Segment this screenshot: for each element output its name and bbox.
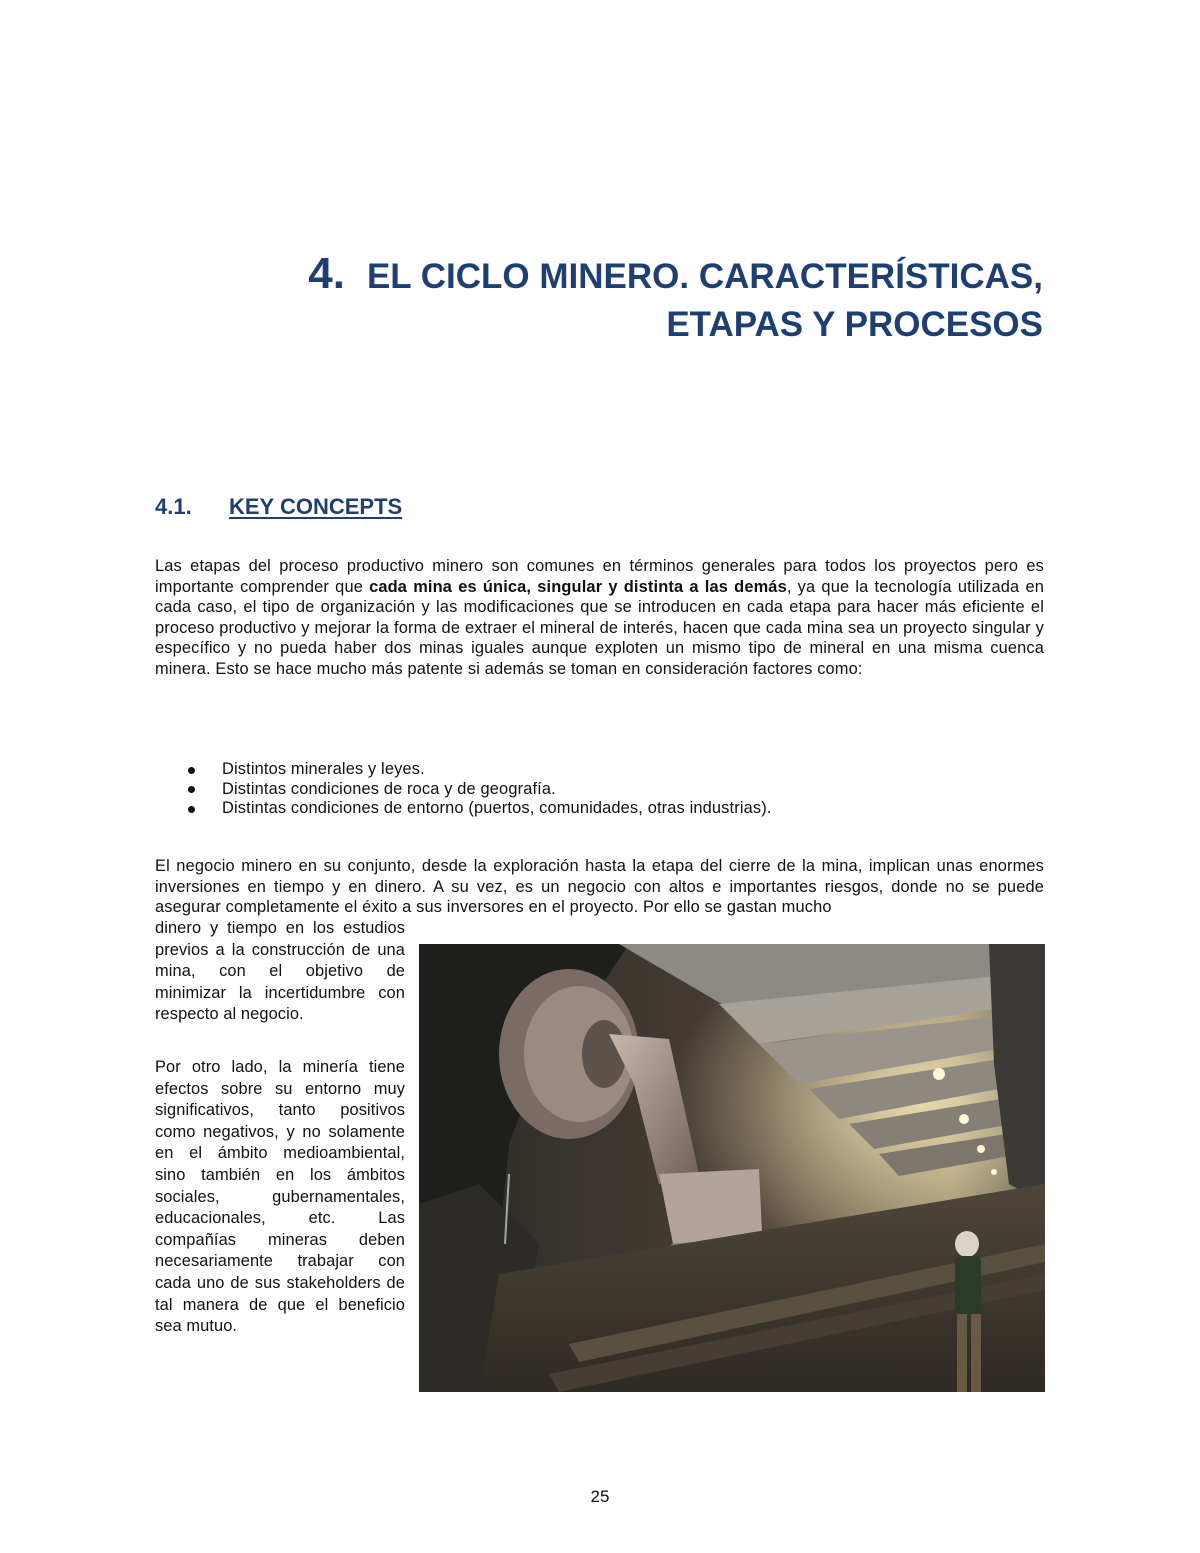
paragraph-intro-start: Las etapas del proceso productivo minero son comunes en términos generales para todos los proyectos pero es importante comprender que: [155, 557, 1044, 596]
bullet-icon: [188, 806, 195, 813]
paragraph-business: El negocio minero en su conjunto, desde la exploración hasta la etapa del cierre de la mina, implican unas enormes inversiones en tiempo y en dinero. A su vez, es un negocio con altos e importantes riesgos, donde no se puede asegurar completamente el éxito a sus inversores en el proyecto. Por ello se gastan mucho: [155, 857, 1044, 917]
page-number: 25: [590, 1487, 610, 1506]
chapter-title-line-1: [150, 248, 1043, 303]
mining-machine-photo: [419, 944, 1045, 1392]
chapter-number: 4.: [308, 249, 345, 298]
list-item-text: Distintas condiciones de entorno (puertos, comunidades, otras industrias).: [222, 799, 772, 817]
section-number: 4.1.: [155, 494, 192, 519]
bullet-icon: [188, 786, 195, 793]
list-item: [155, 760, 1044, 780]
chapter-title-line-2: ETAPAS Y PROCESOS: [666, 305, 1043, 344]
bullet-icon: [188, 767, 195, 774]
chapter-title-text-1: EL CICLO MINERO. CARACTERÍSTICAS,: [366, 257, 1043, 296]
list-item: [155, 799, 1044, 819]
list-item-text: Distintos minerales y leyes.: [222, 760, 425, 778]
section-heading: [155, 494, 402, 520]
paragraph-business-continued: dinero y tiempo en los estudios previos a la construcción de una mina, con el objetivo de minimizar la incertidumbre con respecto al negocio.: [155, 919, 405, 1024]
paragraph-intro-end: , ya que la tecnología utilizada en cada caso, el tipo de organización y las modificaciones que se introducen en cada etapa para hacer más eficiente el proceso productivo y mejorar la forma de extraer el mineral de interés, hacen que cada mina sea un proyecto singular y específico y no pueda haber dos minas iguales aunque exploten un mismo tipo de mineral en una misma cuenca minera. Esto se hace mucho más patente si además se toman en consideración factores como:: [155, 577, 1044, 678]
paragraph-intro: [155, 556, 1044, 680]
list-item: [155, 780, 1044, 800]
paragraph-stakeholders: Por otro lado, la minería tiene efectos sobre su entorno muy significativos, tanto positivos como negativos, y no solamente en el ámbito medioambiental, sino también en los ámbitos sociales, gubernamentales, educacionales, etc. Las compañías mineras deben necesariamente trabajar con cada uno de sus stakeholders de tal manera de que el beneficio sea mutuo.: [155, 1058, 405, 1336]
paragraph-intro-bold: cada mina es única, singular y distinta a las demás: [369, 577, 787, 596]
section-title: KEY CONCEPTS: [229, 494, 403, 519]
factors-list: [155, 760, 1044, 819]
chapter-title: [150, 248, 1043, 347]
list-item-text: Distintas condiciones de roca y de geografía.: [222, 779, 556, 798]
